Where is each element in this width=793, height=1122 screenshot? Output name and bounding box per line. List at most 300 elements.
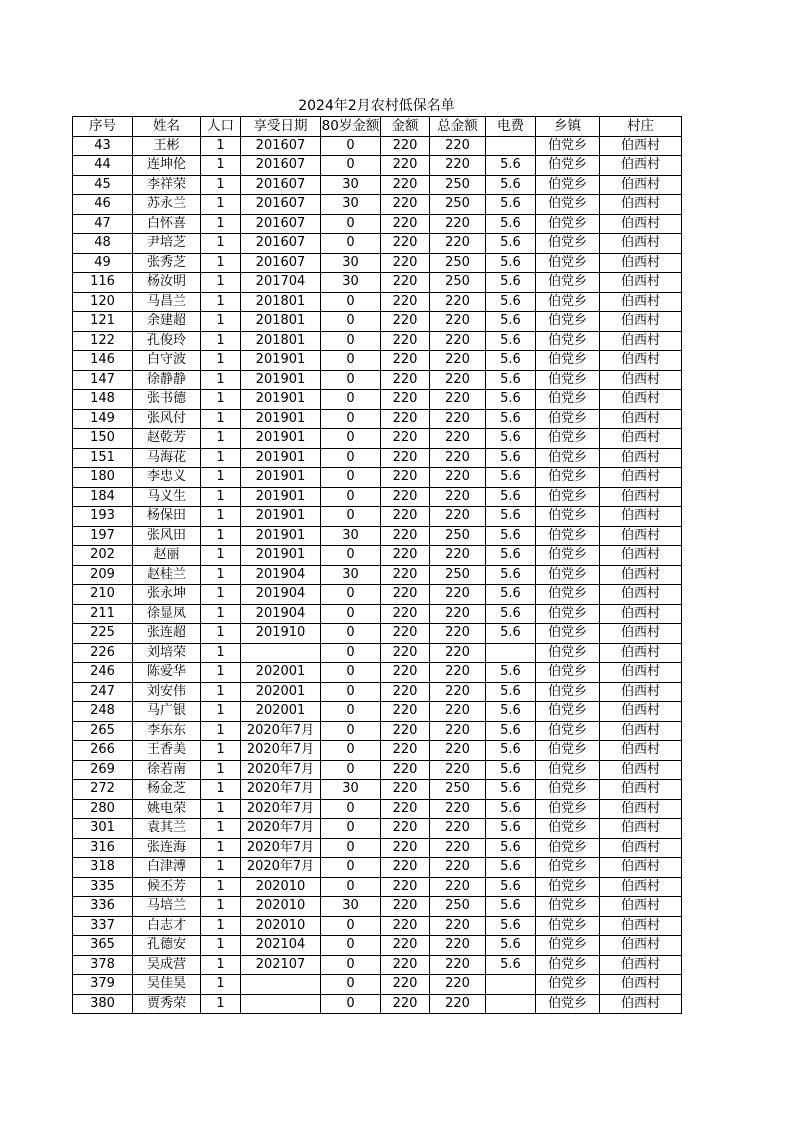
cell-village: 伯西村 <box>600 916 682 936</box>
cell-start-date: 202010 <box>241 916 321 936</box>
table-row <box>73 585 682 605</box>
cell-start-date: 201704 <box>241 273 321 293</box>
cell-name: 张风付 <box>133 409 201 429</box>
cell-amount: 220 <box>381 195 430 215</box>
cell-village: 伯西村 <box>600 663 682 683</box>
cell-start-date: 201607 <box>241 214 321 234</box>
cell-electric-fee: 5.6 <box>486 214 536 234</box>
cell-amount: 220 <box>381 994 430 1014</box>
table-row <box>73 195 682 215</box>
cell-village: 伯西村 <box>600 721 682 741</box>
cell-age80-amount: 0 <box>321 741 381 761</box>
cell-household: 1 <box>201 351 241 371</box>
cell-township: 伯党乡 <box>536 955 600 975</box>
cell-amount: 220 <box>381 819 430 839</box>
cell-age80-amount: 0 <box>321 702 381 722</box>
cell-electric-fee: 5.6 <box>486 195 536 215</box>
cell-village: 伯西村 <box>600 409 682 429</box>
table-row <box>73 156 682 176</box>
cell-amount: 220 <box>381 214 430 234</box>
cell-start-date: 2020年7月 <box>241 838 321 858</box>
cell-name: 张永坤 <box>133 585 201 605</box>
cell-electric-fee: 5.6 <box>486 468 536 488</box>
cell-electric-fee: 5.6 <box>486 663 536 683</box>
cell-total: 220 <box>430 136 486 156</box>
cell-township: 伯党乡 <box>536 175 600 195</box>
cell-total: 220 <box>430 858 486 878</box>
cell-total: 220 <box>430 487 486 507</box>
cell-amount: 220 <box>381 663 430 683</box>
cell-village: 伯西村 <box>600 390 682 410</box>
cell-village: 伯西村 <box>600 448 682 468</box>
cell-seq: 211 <box>73 604 133 624</box>
cell-amount: 220 <box>381 409 430 429</box>
cell-township: 伯党乡 <box>536 370 600 390</box>
cell-start-date: 201607 <box>241 234 321 254</box>
cell-age80-amount: 0 <box>321 156 381 176</box>
table-row <box>73 234 682 254</box>
cell-age80-amount: 0 <box>321 546 381 566</box>
cell-household: 1 <box>201 994 241 1014</box>
cell-total: 220 <box>430 585 486 605</box>
table-row <box>73 780 682 800</box>
cell-electric-fee: 5.6 <box>486 565 536 585</box>
cell-electric-fee: 5.6 <box>486 273 536 293</box>
cell-name: 赵桂兰 <box>133 565 201 585</box>
cell-electric-fee: 5.6 <box>486 331 536 351</box>
cell-village: 伯西村 <box>600 955 682 975</box>
table-row <box>73 643 682 663</box>
cell-village: 伯西村 <box>600 526 682 546</box>
header-amount: 金额 <box>381 117 430 137</box>
cell-total: 220 <box>430 624 486 644</box>
cell-start-date: 201901 <box>241 390 321 410</box>
cell-household: 1 <box>201 819 241 839</box>
table-row <box>73 702 682 722</box>
cell-age80-amount: 0 <box>321 819 381 839</box>
cell-start-date: 2020年7月 <box>241 858 321 878</box>
cell-household: 1 <box>201 136 241 156</box>
cell-amount: 220 <box>381 526 430 546</box>
cell-village: 伯西村 <box>600 877 682 897</box>
cell-amount: 220 <box>381 916 430 936</box>
header-seq: 序号 <box>73 117 133 137</box>
cell-start-date: 201910 <box>241 624 321 644</box>
cell-electric-fee: 5.6 <box>486 448 536 468</box>
cell-village: 伯西村 <box>600 838 682 858</box>
cell-start-date: 201607 <box>241 136 321 156</box>
cell-township: 伯党乡 <box>536 936 600 956</box>
table-row <box>73 331 682 351</box>
cell-age80-amount: 30 <box>321 780 381 800</box>
cell-name: 吴成营 <box>133 955 201 975</box>
cell-seq: 335 <box>73 877 133 897</box>
cell-township: 伯党乡 <box>536 721 600 741</box>
cell-township: 伯党乡 <box>536 760 600 780</box>
cell-seq: 266 <box>73 741 133 761</box>
cell-seq: 193 <box>73 507 133 527</box>
cell-age80-amount: 0 <box>321 994 381 1014</box>
cell-electric-fee: 5.6 <box>486 702 536 722</box>
cell-electric-fee: 5.6 <box>486 585 536 605</box>
cell-age80-amount: 30 <box>321 175 381 195</box>
cell-seq: 225 <box>73 624 133 644</box>
cell-seq: 121 <box>73 312 133 332</box>
cell-start-date: 201901 <box>241 507 321 527</box>
cell-household: 1 <box>201 741 241 761</box>
cell-seq: 45 <box>73 175 133 195</box>
cell-age80-amount: 0 <box>321 585 381 605</box>
cell-name: 刘安伟 <box>133 682 201 702</box>
cell-village: 伯西村 <box>600 487 682 507</box>
cell-electric-fee: 5.6 <box>486 877 536 897</box>
cell-village: 伯西村 <box>600 234 682 254</box>
cell-village: 伯西村 <box>600 741 682 761</box>
cell-amount: 220 <box>381 760 430 780</box>
table-row <box>73 916 682 936</box>
cell-name: 余建超 <box>133 312 201 332</box>
cell-seq: 265 <box>73 721 133 741</box>
cell-amount: 220 <box>381 975 430 995</box>
cell-age80-amount: 30 <box>321 897 381 917</box>
cell-start-date: 201607 <box>241 195 321 215</box>
cell-amount: 220 <box>381 312 430 332</box>
cell-amount: 220 <box>381 234 430 254</box>
cell-household: 1 <box>201 312 241 332</box>
cell-household: 1 <box>201 234 241 254</box>
header-township: 乡镇 <box>536 117 600 137</box>
cell-total: 220 <box>430 741 486 761</box>
cell-start-date: 201801 <box>241 292 321 312</box>
cell-amount: 220 <box>381 702 430 722</box>
table-row <box>73 975 682 995</box>
cell-village: 伯西村 <box>600 351 682 371</box>
cell-electric-fee: 5.6 <box>486 390 536 410</box>
table-row <box>73 429 682 449</box>
cell-amount: 220 <box>381 897 430 917</box>
cell-amount: 220 <box>381 273 430 293</box>
cell-electric-fee: 5.6 <box>486 799 536 819</box>
cell-household: 1 <box>201 390 241 410</box>
cell-household: 1 <box>201 409 241 429</box>
table-row <box>73 409 682 429</box>
cell-seq: 246 <box>73 663 133 683</box>
cell-township: 伯党乡 <box>536 234 600 254</box>
cell-total: 220 <box>430 214 486 234</box>
header-name: 姓名 <box>133 117 201 137</box>
cell-total: 220 <box>430 604 486 624</box>
header-row <box>73 117 682 137</box>
cell-household: 1 <box>201 643 241 663</box>
table-row <box>73 175 682 195</box>
cell-township: 伯党乡 <box>536 780 600 800</box>
cell-amount: 220 <box>381 721 430 741</box>
cell-amount: 220 <box>381 331 430 351</box>
cell-township: 伯党乡 <box>536 624 600 644</box>
cell-household: 1 <box>201 955 241 975</box>
cell-start-date: 201901 <box>241 487 321 507</box>
cell-age80-amount: 0 <box>321 390 381 410</box>
cell-total: 220 <box>430 546 486 566</box>
cell-electric-fee: 5.6 <box>486 916 536 936</box>
cell-name: 贾秀荣 <box>133 994 201 1014</box>
table-row <box>73 663 682 683</box>
cell-total: 220 <box>430 975 486 995</box>
cell-name: 刘培荣 <box>133 643 201 663</box>
cell-total: 220 <box>430 955 486 975</box>
cell-electric-fee: 5.6 <box>486 741 536 761</box>
cell-total: 250 <box>430 780 486 800</box>
cell-name: 赵丽 <box>133 546 201 566</box>
cell-township: 伯党乡 <box>536 702 600 722</box>
cell-household: 1 <box>201 663 241 683</box>
cell-township: 伯党乡 <box>536 819 600 839</box>
cell-name: 马海花 <box>133 448 201 468</box>
cell-name: 李忠义 <box>133 468 201 488</box>
table-row <box>73 214 682 234</box>
cell-electric-fee: 5.6 <box>486 838 536 858</box>
cell-amount: 220 <box>381 156 430 176</box>
cell-total: 220 <box>430 312 486 332</box>
cell-name: 王香美 <box>133 741 201 761</box>
cell-village: 伯西村 <box>600 429 682 449</box>
cell-start-date: 2020年7月 <box>241 721 321 741</box>
cell-total: 220 <box>430 819 486 839</box>
cell-age80-amount: 30 <box>321 273 381 293</box>
cell-name: 张连超 <box>133 624 201 644</box>
cell-name: 白津溥 <box>133 858 201 878</box>
cell-village: 伯西村 <box>600 214 682 234</box>
cell-start-date <box>241 643 321 663</box>
cell-start-date: 201607 <box>241 175 321 195</box>
table-row <box>73 877 682 897</box>
table-row <box>73 721 682 741</box>
cell-age80-amount: 30 <box>321 565 381 585</box>
cell-start-date: 202001 <box>241 682 321 702</box>
cell-electric-fee: 5.6 <box>486 546 536 566</box>
cell-amount: 220 <box>381 175 430 195</box>
cell-start-date: 201801 <box>241 312 321 332</box>
cell-seq: 197 <box>73 526 133 546</box>
cell-amount: 220 <box>381 604 430 624</box>
table-row <box>73 741 682 761</box>
cell-electric-fee <box>486 975 536 995</box>
cell-electric-fee: 5.6 <box>486 780 536 800</box>
cell-electric-fee: 5.6 <box>486 409 536 429</box>
cell-township: 伯党乡 <box>536 195 600 215</box>
cell-name: 候丕芳 <box>133 877 201 897</box>
cell-total: 220 <box>430 994 486 1014</box>
cell-village: 伯西村 <box>600 604 682 624</box>
cell-seq: 301 <box>73 819 133 839</box>
cell-seq: 48 <box>73 234 133 254</box>
cell-total: 220 <box>430 409 486 429</box>
cell-household: 1 <box>201 760 241 780</box>
table-row <box>73 858 682 878</box>
cell-township: 伯党乡 <box>536 897 600 917</box>
cell-seq: 116 <box>73 273 133 293</box>
cell-name: 赵乾芳 <box>133 429 201 449</box>
cell-village: 伯西村 <box>600 780 682 800</box>
cell-household: 1 <box>201 195 241 215</box>
cell-household: 1 <box>201 702 241 722</box>
cell-household: 1 <box>201 253 241 273</box>
cell-household: 1 <box>201 331 241 351</box>
cell-seq: 365 <box>73 936 133 956</box>
cell-township: 伯党乡 <box>536 994 600 1014</box>
cell-village: 伯西村 <box>600 175 682 195</box>
cell-amount: 220 <box>381 877 430 897</box>
cell-name: 李祥荣 <box>133 175 201 195</box>
cell-seq: 49 <box>73 253 133 273</box>
cell-start-date: 201901 <box>241 468 321 488</box>
table-row <box>73 487 682 507</box>
cell-township: 伯党乡 <box>536 390 600 410</box>
cell-township: 伯党乡 <box>536 585 600 605</box>
cell-township: 伯党乡 <box>536 975 600 995</box>
cell-seq: 147 <box>73 370 133 390</box>
cell-household: 1 <box>201 214 241 234</box>
table-row <box>73 253 682 273</box>
cell-start-date: 201901 <box>241 409 321 429</box>
cell-electric-fee: 5.6 <box>486 507 536 527</box>
cell-electric-fee: 5.6 <box>486 351 536 371</box>
table-row <box>73 390 682 410</box>
cell-start-date: 202104 <box>241 936 321 956</box>
table-row <box>73 819 682 839</box>
cell-household: 1 <box>201 682 241 702</box>
cell-electric-fee: 5.6 <box>486 526 536 546</box>
cell-township: 伯党乡 <box>536 838 600 858</box>
cell-total: 220 <box>430 429 486 449</box>
cell-name: 白怀喜 <box>133 214 201 234</box>
cell-start-date: 201901 <box>241 546 321 566</box>
cell-amount: 220 <box>381 780 430 800</box>
cell-household: 1 <box>201 565 241 585</box>
cell-total: 250 <box>430 253 486 273</box>
cell-age80-amount: 0 <box>321 877 381 897</box>
cell-village: 伯西村 <box>600 585 682 605</box>
cell-electric-fee <box>486 643 536 663</box>
cell-village: 伯西村 <box>600 273 682 293</box>
table-row <box>73 760 682 780</box>
cell-start-date: 201904 <box>241 565 321 585</box>
cell-total: 220 <box>430 760 486 780</box>
cell-electric-fee: 5.6 <box>486 312 536 332</box>
cell-village: 伯西村 <box>600 819 682 839</box>
cell-village: 伯西村 <box>600 936 682 956</box>
header-age80-amount: 80岁金额 <box>321 118 380 135</box>
cell-township: 伯党乡 <box>536 604 600 624</box>
cell-name: 白志才 <box>133 916 201 936</box>
table-row <box>73 370 682 390</box>
cell-name: 孔俊玲 <box>133 331 201 351</box>
cell-total: 220 <box>430 234 486 254</box>
cell-age80-amount: 0 <box>321 136 381 156</box>
cell-amount: 220 <box>381 370 430 390</box>
cell-amount: 220 <box>381 741 430 761</box>
cell-electric-fee <box>486 136 536 156</box>
cell-village: 伯西村 <box>600 507 682 527</box>
cell-village: 伯西村 <box>600 897 682 917</box>
cell-start-date: 201901 <box>241 370 321 390</box>
cell-age80-amount: 0 <box>321 643 381 663</box>
cell-name: 吴佳昊 <box>133 975 201 995</box>
cell-name: 徐显凤 <box>133 604 201 624</box>
cell-name: 杨汝明 <box>133 273 201 293</box>
table-row <box>73 526 682 546</box>
cell-village: 伯西村 <box>600 994 682 1014</box>
cell-total: 220 <box>430 916 486 936</box>
cell-start-date: 201901 <box>241 429 321 449</box>
cell-age80-amount: 30 <box>321 253 381 273</box>
table-row <box>73 136 682 156</box>
cell-seq: 380 <box>73 994 133 1014</box>
cell-village: 伯西村 <box>600 468 682 488</box>
cell-amount: 220 <box>381 468 430 488</box>
table-row <box>73 448 682 468</box>
cell-amount: 220 <box>381 136 430 156</box>
cell-total: 250 <box>430 897 486 917</box>
cell-household: 1 <box>201 429 241 449</box>
cell-age80-amount: 30 <box>321 526 381 546</box>
cell-name: 姚电荣 <box>133 799 201 819</box>
cell-age80-amount: 0 <box>321 936 381 956</box>
cell-seq: 122 <box>73 331 133 351</box>
cell-seq: 337 <box>73 916 133 936</box>
cell-household: 1 <box>201 273 241 293</box>
cell-name: 白守波 <box>133 351 201 371</box>
cell-village: 伯西村 <box>600 760 682 780</box>
cell-start-date <box>241 975 321 995</box>
cell-name: 张秀芝 <box>133 253 201 273</box>
cell-township: 伯党乡 <box>536 526 600 546</box>
cell-age80-amount: 0 <box>321 682 381 702</box>
cell-name: 张风田 <box>133 526 201 546</box>
cell-amount: 220 <box>381 955 430 975</box>
cell-electric-fee: 5.6 <box>486 370 536 390</box>
cell-seq: 148 <box>73 390 133 410</box>
cell-township: 伯党乡 <box>536 682 600 702</box>
cell-village: 伯西村 <box>600 370 682 390</box>
cell-household: 1 <box>201 526 241 546</box>
cell-seq: 248 <box>73 702 133 722</box>
header-village: 村庄 <box>600 117 682 137</box>
cell-total: 250 <box>430 565 486 585</box>
cell-seq: 378 <box>73 955 133 975</box>
cell-age80-amount: 0 <box>321 468 381 488</box>
cell-seq: 180 <box>73 468 133 488</box>
cell-total: 220 <box>430 663 486 683</box>
cell-township: 伯党乡 <box>536 565 600 585</box>
cell-total: 220 <box>430 156 486 176</box>
cell-village: 伯西村 <box>600 799 682 819</box>
cell-seq: 318 <box>73 858 133 878</box>
cell-age80-amount: 0 <box>321 214 381 234</box>
cell-township: 伯党乡 <box>536 351 600 371</box>
cell-start-date: 201801 <box>241 331 321 351</box>
cell-village: 伯西村 <box>600 975 682 995</box>
cell-name: 袁其兰 <box>133 819 201 839</box>
cell-age80-amount: 0 <box>321 370 381 390</box>
cell-household: 1 <box>201 156 241 176</box>
cell-start-date: 2020年7月 <box>241 741 321 761</box>
cell-start-date: 2020年7月 <box>241 799 321 819</box>
cell-electric-fee: 5.6 <box>486 624 536 644</box>
cell-total: 220 <box>430 838 486 858</box>
cell-name: 苏永兰 <box>133 195 201 215</box>
cell-household: 1 <box>201 975 241 995</box>
